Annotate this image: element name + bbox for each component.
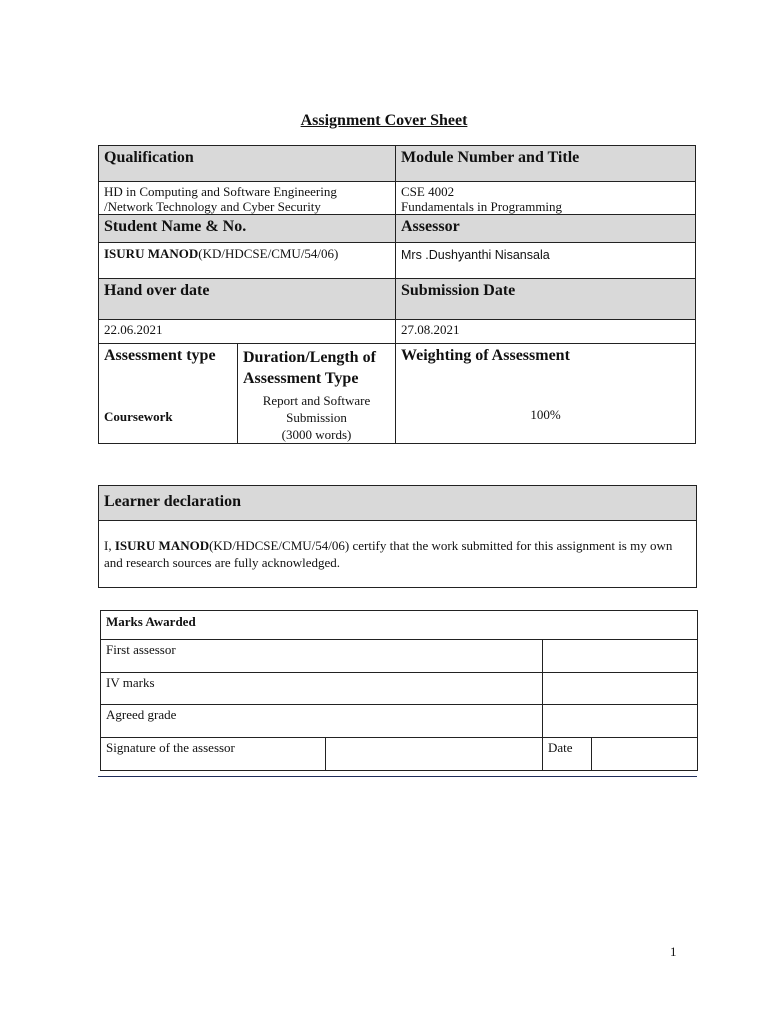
agreed-grade-label: Agreed grade [101, 705, 543, 738]
page-title: Assignment Cover Sheet [300, 112, 468, 129]
weighting-value: 100% [530, 407, 561, 422]
signature-label: Signature of the assessor [101, 738, 326, 771]
module-value [396, 182, 696, 215]
first-assessor-value [543, 640, 698, 673]
handover-date: 22.06.2021 [99, 320, 396, 344]
qualification-line-2: /Network Technology and Cyber Security [104, 199, 321, 214]
module-header: Module Number and Title [396, 146, 696, 182]
assessor-header: Assessor [396, 215, 696, 243]
first-assessor-label: First assessor [101, 640, 543, 673]
marks-header: Marks Awarded [101, 611, 698, 640]
iv-marks-value [543, 673, 698, 705]
assessment-type-label: Assessment type [104, 347, 216, 364]
student-header: Student Name & No. [99, 215, 396, 243]
qualification-value [99, 182, 396, 215]
declaration-name: ISURU MANOD [114, 538, 210, 553]
marks-awarded-table [100, 610, 698, 771]
student-value [99, 243, 396, 279]
duration-value [243, 392, 390, 443]
duration-line-2: Submission [286, 410, 347, 425]
module-code: CSE 4002 [401, 184, 455, 199]
weighting-cell [396, 344, 696, 444]
agreed-grade-value [543, 705, 698, 738]
declaration-text [99, 521, 697, 588]
duration-label: Duration/Length of Assessment Type [243, 349, 376, 387]
qualification-line-1: HD in Computing and Software Engineering [104, 184, 337, 199]
signature-value [326, 738, 543, 771]
submission-header: Submission Date [396, 279, 696, 320]
declaration-prefix: I, [104, 538, 115, 553]
duration-line-3: (3000 words) [281, 427, 352, 442]
assessment-type-cell [99, 344, 238, 444]
learner-declaration-table [98, 485, 697, 588]
iv-marks-label: IV marks [101, 673, 543, 705]
student-number: (KD/HDCSE/CMU/54/06) [198, 246, 339, 261]
declaration-body: (KD/HDCSE/CMU/54/06) certify that the work submitted for this assignment is my own and research sources are fully acknowledged. [104, 538, 673, 570]
qualification-header: Qualification [99, 146, 396, 182]
date-label: Date [543, 738, 592, 771]
student-name: ISURU MANOD [104, 246, 199, 261]
assessor-value: Mrs .Dushyanthi Nisansala [396, 243, 696, 279]
divider-line [98, 776, 697, 777]
date-value [592, 738, 698, 771]
assessment-type-value: Coursework [104, 409, 173, 424]
weighting-label: Weighting of Assessment [401, 347, 570, 364]
duration-cell [238, 344, 396, 444]
page-number: 1 [670, 944, 677, 959]
duration-line-1: Report and Software [262, 393, 371, 408]
handover-header: Hand over date [99, 279, 396, 320]
declaration-header: Learner declaration [99, 486, 697, 521]
module-title: Fundamentals in Programming [401, 199, 563, 214]
submission-date: 27.08.2021 [396, 320, 696, 344]
assignment-info-table [98, 145, 696, 444]
